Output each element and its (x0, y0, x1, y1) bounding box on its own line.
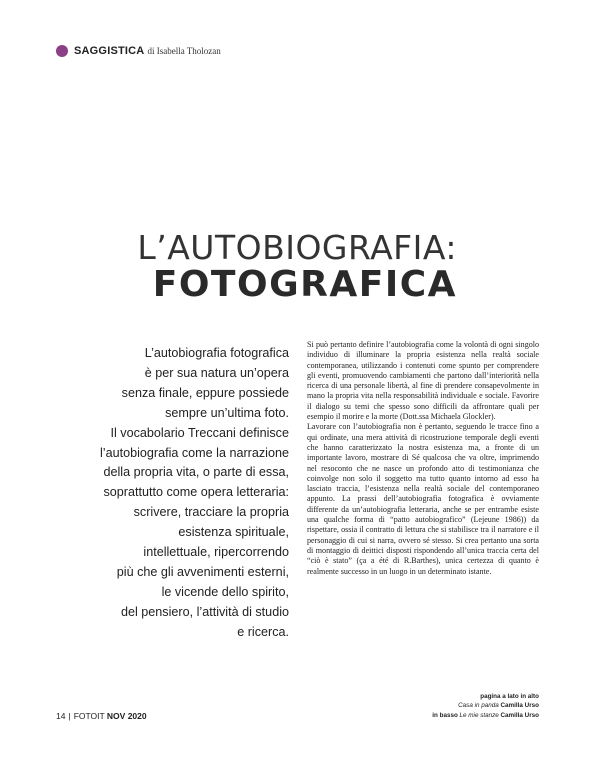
lede-line: L’autobiografia fotografica (144, 346, 289, 360)
caption-author-2: Camilla Urso (500, 711, 539, 719)
magazine-name: FOTOIT (73, 711, 105, 721)
title-line-2: FOTOGRAFICA (152, 264, 457, 305)
section-dot-icon (56, 45, 68, 57)
title-colon: : (445, 228, 457, 267)
lede-line: sempre un’ultima foto. (165, 405, 289, 420)
lede-line: senza finale, eppure possiede (121, 385, 289, 400)
lede-line: più che gli avvenimenti esterni, (116, 564, 289, 579)
lede-line: intellettuale, ripercorrendo (143, 545, 289, 560)
title-line-1-text: L’AUTOBIOGRAFIA (137, 228, 446, 267)
lede-paragraph (49, 344, 289, 643)
page-number: 14 (56, 711, 66, 721)
caption-title-1: Casa in panda (458, 702, 499, 710)
lede-line: l’autobiografia come la narrazione (99, 445, 289, 460)
lede-line: e ricerca. (237, 624, 289, 639)
lede-line: è per sua natura un’opera (144, 365, 289, 380)
photo-caption (432, 692, 539, 720)
lede-line: esistenza spirituale, (178, 525, 289, 540)
caption-line-1: pagina a lato in alto (480, 693, 539, 700)
section-header (56, 45, 221, 57)
lede-line: le vicende dello spirito, (161, 584, 289, 599)
lede-line: della propria vita, o parte di essa, (103, 465, 289, 480)
body-paragraph: Lavorare con l’autobiografia non è pertanto, seguendo le tracce fino a qui ordinate, una mera attività di ricostruzione temporale degli eventi che hanno caratterizzato la nostra esistenza ma, a fronte di un importante lavoro, mostrare di Sé qualcosa che va oltre, imprimendo nel resoconto che ne nasce un profondo atto di testimonianza che coinvolge non solo il soggetto ma tutto quanto intorno ad esso ha lasciato traccia, l’esistenza nella realtà sociale del contemporaneo appunto. La prassi dell’autobiografia fotografica è ovviamente differente da un’autobiografia letteraria, anche se per entrambe esiste una qualche forma di “patto autobiografico” (Lejeune 1986)) da rispettare, ossia il contratto di lettura che si stabilisce tra il narratore e il personaggio di cui si narra, ovvero sé stesso. Si crea pertanto una sorta di montaggio di deittici disposti rispondendo all’unica traccia certa del “ciò è stato” (ça a été di R.Barthes), unica certezza di quanto è realmente successo in un luogo in un determinato istante. (307, 422, 539, 576)
page-footer (56, 711, 147, 721)
body-paragraph: Si può pertanto definire l’autobiografia come la volontà di ogni singolo individuo di illuminare la propria esistenza nella realtà sociale contemporanea, utilizzando i contenuti come spunto per comprendere gli eventi, promuovendo cambiamenti che partono dall’interiorità nella ricerca di una personale libertà, al fine di prendere consapevolmente in mano la propria vita nella responsabilità individuale e sociale. Favorire il dialogo su temi che spesso sono difficili da affrontare quali per esempio il morire e la morte (Dott.ssa Michaela Glockler). (307, 340, 539, 422)
title-line-1 (137, 228, 457, 267)
caption-title-2: Le mie stanze (459, 711, 499, 719)
caption-prefix: in basso (432, 711, 458, 719)
footer-divider: | (68, 711, 71, 721)
article-body (307, 340, 539, 577)
section-label: SAGGISTICA (74, 45, 145, 57)
lede-line: scrivere, tracciare la propria (133, 505, 289, 520)
lede-line: soprattutto come opera letteraria: (103, 485, 289, 500)
caption-author-1: Camilla Urso (500, 702, 539, 710)
lede-line: Il vocabolario Treccani definisce (110, 425, 289, 440)
lede-line: del pensiero, l’attività di studio (120, 604, 289, 619)
issue-date: NOV 2020 (106, 711, 147, 721)
author-byline: di Isabella Tholozan (147, 46, 221, 56)
